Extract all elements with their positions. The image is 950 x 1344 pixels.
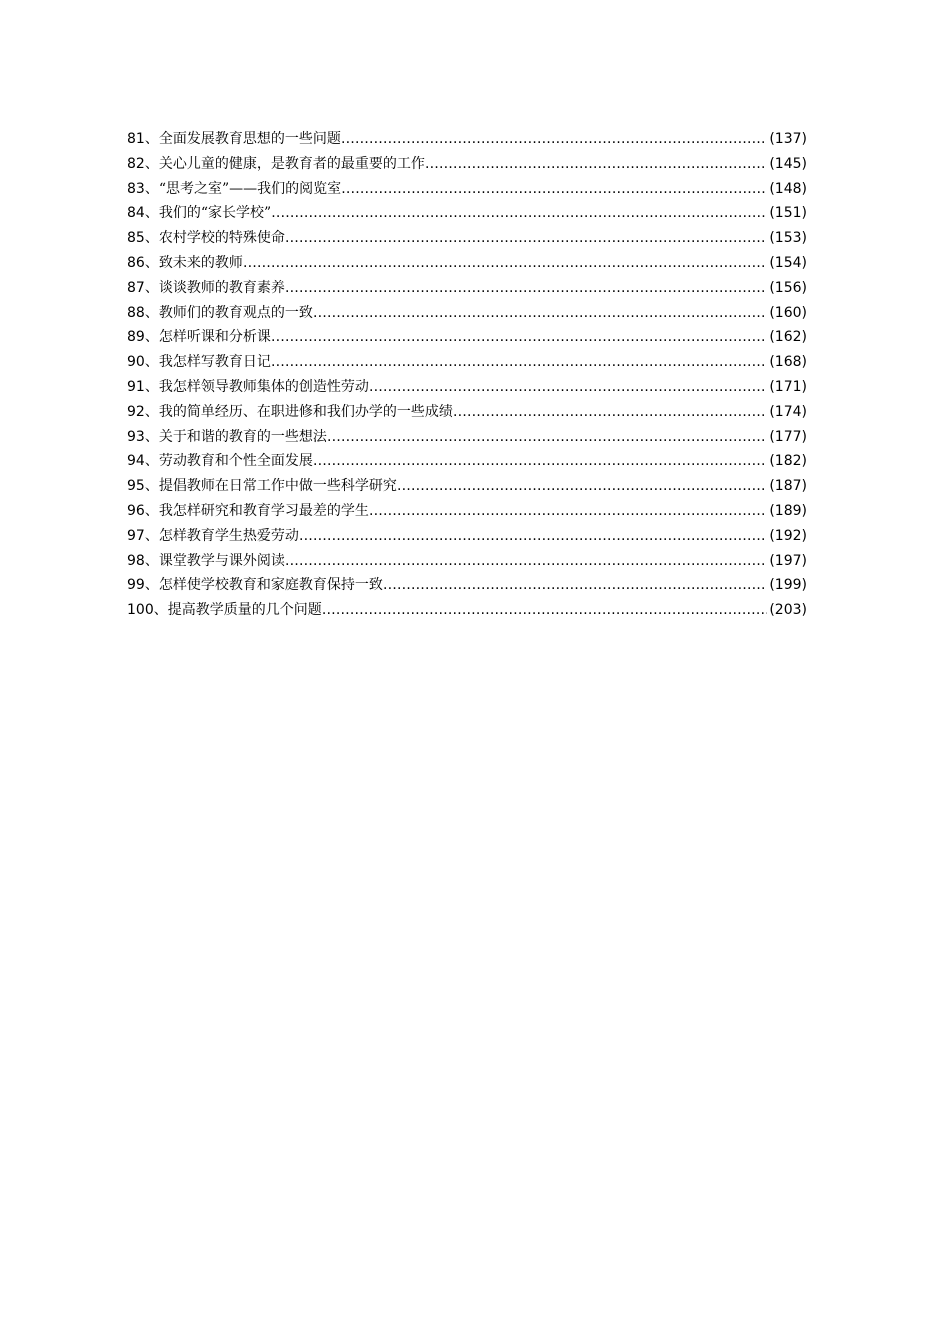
entry-number: 84 (127, 205, 145, 222)
entry-number: 85 (127, 230, 145, 247)
entry-number: 81 (127, 131, 145, 147)
entry-title: 我的简单经历、在职进修和我们办学的一些成绩 (158, 403, 453, 420)
entry-separator: 、 (144, 577, 159, 594)
entry-page-number: (160) (769, 304, 807, 321)
toc-entry-85[interactable] (127, 226, 807, 251)
entry-separator: 、 (144, 527, 159, 544)
entry-separator: 、 (144, 155, 159, 172)
entry-number: 87 (127, 279, 145, 296)
toc-entry-87[interactable] (127, 276, 807, 301)
entry-number: 92 (127, 403, 145, 420)
entry-separator: 、 (144, 279, 159, 296)
dot-leader (313, 449, 768, 474)
entry-title: 我怎样领导教师集体的创造性劳动 (158, 378, 369, 395)
dot-leader (285, 226, 768, 251)
dot-leader (299, 524, 768, 549)
entry-title: 教师们的教育观点的一致 (158, 304, 313, 321)
entry-number: 100 (127, 602, 154, 619)
toc-entry-82[interactable] (127, 152, 807, 177)
dot-leader (453, 400, 768, 425)
toc-entry-100[interactable] (127, 598, 807, 623)
entry-page-number: (162) (769, 329, 807, 346)
dot-leader (327, 425, 768, 450)
entry-page-number: (145) (769, 155, 807, 172)
dot-leader (271, 325, 768, 350)
entry-number: 90 (127, 354, 145, 371)
dot-leader (322, 598, 768, 623)
dot-leader (397, 474, 768, 499)
entry-number: 86 (127, 254, 145, 271)
entry-page-number: (192) (769, 527, 807, 544)
entry-page-number: (174) (769, 403, 807, 420)
entry-title: “思考之室”——我们的阅览室 (158, 180, 342, 197)
entry-page-number: (168) (769, 354, 807, 371)
entry-number: 94 (127, 453, 145, 470)
entry-title: 关心儿童的健康，是教育者的最重要的工作 (158, 155, 425, 172)
entry-number: 88 (127, 304, 145, 321)
entry-title: 劳动教育和个性全面发展 (158, 453, 313, 470)
toc-entry-95[interactable] (127, 474, 807, 499)
entry-title: 课堂教学与课外阅读 (158, 552, 285, 569)
entry-separator: 、 (144, 354, 159, 371)
entry-page-number: (199) (769, 577, 807, 594)
entry-number: 96 (127, 502, 145, 519)
entry-separator: 、 (144, 205, 159, 222)
entry-title: 谈谈教师的教育素养 (158, 279, 285, 296)
dot-leader (271, 350, 768, 375)
dot-leader (383, 573, 768, 598)
entry-page-number: (182) (769, 453, 807, 470)
entry-separator: 、 (144, 180, 159, 197)
entry-page-number: (187) (769, 478, 807, 495)
entry-number: 99 (127, 577, 145, 594)
dot-leader (285, 276, 768, 301)
toc-entry-83[interactable] (127, 177, 807, 202)
toc-entry-84[interactable] (127, 201, 807, 226)
dot-leader (271, 201, 767, 226)
entry-title: 提高教学质量的几个问题 (167, 602, 322, 619)
entry-number: 91 (127, 378, 145, 395)
dot-leader (425, 152, 768, 177)
entry-page-number: (156) (769, 279, 807, 296)
entry-separator: 、 (144, 304, 159, 321)
dot-leader (341, 177, 767, 202)
toc-entry-81[interactable] (127, 127, 807, 152)
entry-page-number: (154) (769, 254, 807, 271)
entry-separator: 、 (144, 552, 159, 569)
entry-page-number: (189) (769, 502, 807, 519)
entry-page-number: (151) (769, 205, 807, 222)
entry-page-number: (197) (769, 552, 807, 569)
entry-number: 89 (127, 329, 145, 346)
entry-separator: 、 (144, 478, 159, 495)
toc-entry-93[interactable] (127, 425, 807, 450)
entry-title: 我们的“家长学校” (158, 205, 272, 222)
toc-entry-98[interactable] (127, 549, 807, 574)
entry-number: 93 (127, 428, 145, 445)
entry-title: 我怎样研究和教育学习最差的学生 (158, 502, 369, 519)
dot-leader (369, 499, 768, 524)
entry-separator: 、 (144, 378, 159, 395)
entry-page-number: (148) (769, 180, 807, 197)
entry-page-number: (171) (769, 378, 807, 395)
entry-title: 怎样使学校教育和家庭教育保持一致 (158, 577, 383, 594)
entry-number: 83 (127, 180, 145, 197)
toc-entry-90[interactable] (127, 350, 807, 375)
entry-page-number: (153) (769, 230, 807, 247)
entry-number: 98 (127, 552, 145, 569)
entry-separator: 、 (144, 453, 159, 470)
entry-title: 怎样教育学生热爱劳动 (158, 527, 299, 544)
toc-entry-92[interactable] (127, 400, 807, 425)
entry-separator: 、 (144, 403, 159, 420)
entry-page-number: (137) (769, 131, 807, 147)
toc-entry-97[interactable] (127, 524, 807, 549)
toc-entry-91[interactable] (127, 375, 807, 400)
toc-entry-88[interactable] (127, 301, 807, 326)
entry-title: 关于和谐的教育的一些想法 (158, 428, 327, 445)
dot-leader (285, 549, 768, 574)
entry-title: 全面发展教育思想的一些问题 (158, 131, 341, 147)
entry-page-number: (177) (769, 428, 807, 445)
toc-entry-94[interactable] (127, 449, 807, 474)
entry-separator: 、 (144, 131, 159, 147)
entry-separator: 、 (144, 254, 159, 271)
dot-leader (341, 127, 768, 152)
toc-entry-86[interactable] (127, 251, 807, 276)
entry-separator: 、 (144, 329, 159, 346)
entry-title: 提倡教师在日常工作中做一些科学研究 (158, 478, 397, 495)
entry-title: 致未来的教师 (158, 254, 243, 271)
entry-title: 怎样听课和分析课 (158, 329, 271, 346)
entry-separator: 、 (144, 428, 159, 445)
toc-entry-96[interactable] (127, 499, 807, 524)
table-of-contents (127, 127, 807, 623)
entry-title: 农村学校的特殊使命 (158, 230, 285, 247)
toc-entry-99[interactable] (127, 573, 807, 598)
entry-separator: 、 (144, 230, 159, 247)
toc-entry-89[interactable] (127, 325, 807, 350)
entry-separator: 、 (153, 602, 168, 619)
entry-number: 82 (127, 155, 145, 172)
entry-number: 97 (127, 527, 145, 544)
entry-title: 我怎样写教育日记 (158, 354, 271, 371)
entry-separator: 、 (144, 502, 159, 519)
dot-leader (369, 375, 768, 400)
dot-leader (243, 251, 768, 276)
entry-number: 95 (127, 478, 145, 495)
entry-page-number: (203) (769, 602, 807, 619)
dot-leader (313, 301, 768, 326)
